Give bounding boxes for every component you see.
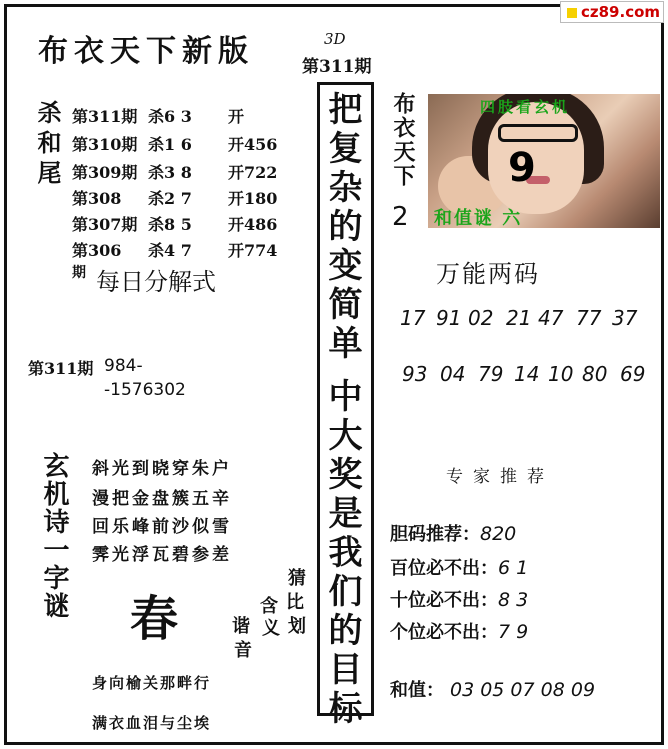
site-logo-icon bbox=[567, 8, 577, 18]
hint-char: 义 bbox=[262, 618, 280, 639]
buyi-label: 布衣天下 bbox=[390, 92, 416, 188]
kill-tail-label: 杀和尾 bbox=[33, 100, 62, 190]
poem-line: 霁光浮瓦碧参差 bbox=[92, 545, 232, 565]
buyi-number: 2 bbox=[392, 202, 409, 232]
decomp-line-1: 984- bbox=[104, 356, 143, 376]
hint-char: 音 bbox=[234, 640, 252, 661]
poem-tail-line: 身向榆关那畔行 bbox=[92, 674, 212, 692]
hint-char: 含 bbox=[260, 596, 278, 617]
poem-label: 玄机诗一字谜 bbox=[39, 452, 69, 620]
ge-row: 个位必不出：7 9 bbox=[390, 621, 529, 643]
center-slogan: 把 复 杂 的 变 简 单 中 大 奖 是 我 们 的 目 标 bbox=[328, 90, 363, 729]
photo-bottom-text: 和值谜 六 bbox=[434, 208, 523, 229]
qi-mark: 期 bbox=[72, 265, 86, 281]
page-title: 布衣天下新版 bbox=[38, 34, 254, 69]
wanneng-title: 万能两码 bbox=[436, 260, 540, 288]
hint-char: 猜 bbox=[288, 568, 306, 589]
poem-line: 回乐峰前沙似雪 bbox=[92, 517, 232, 537]
daily-title: 每日分解式 bbox=[96, 268, 216, 296]
period-label: 第311期 bbox=[302, 57, 372, 77]
decomp-line-2: -1576302 bbox=[104, 380, 186, 400]
hezhi-row: 和值： 03 05 07 08 09 bbox=[390, 679, 596, 701]
glasses-icon bbox=[498, 124, 578, 142]
photo-number: 9 bbox=[508, 145, 536, 191]
face-shape bbox=[488, 102, 584, 214]
bai-row: 百位必不出：6 1 bbox=[390, 557, 529, 579]
poem-line: 漫把金盘簇五辛 bbox=[92, 489, 232, 509]
poem-tail-line: 满衣血泪与尘埃 bbox=[92, 714, 212, 732]
hint-char: 划 bbox=[288, 616, 306, 637]
shi-row: 十位必不出：8 3 bbox=[390, 589, 529, 611]
game-type: 3D bbox=[324, 30, 346, 48]
hint-char: 比 bbox=[286, 592, 304, 613]
poem-line: 斜光到晓穿朱户 bbox=[92, 459, 232, 479]
center-slogan-box bbox=[317, 82, 374, 729]
photo-top-text: 四肢看玄机 bbox=[480, 98, 571, 116]
expert-title: 专家推荐 bbox=[446, 467, 554, 487]
hint-char: 谐 bbox=[232, 616, 250, 637]
riddle-answer: 春 bbox=[130, 591, 179, 647]
decomp-period: 第311期 bbox=[28, 359, 94, 378]
site-badge[interactable]: cz89.com bbox=[560, 1, 664, 23]
dan-code-row: 胆码推荐：820 bbox=[390, 523, 517, 545]
